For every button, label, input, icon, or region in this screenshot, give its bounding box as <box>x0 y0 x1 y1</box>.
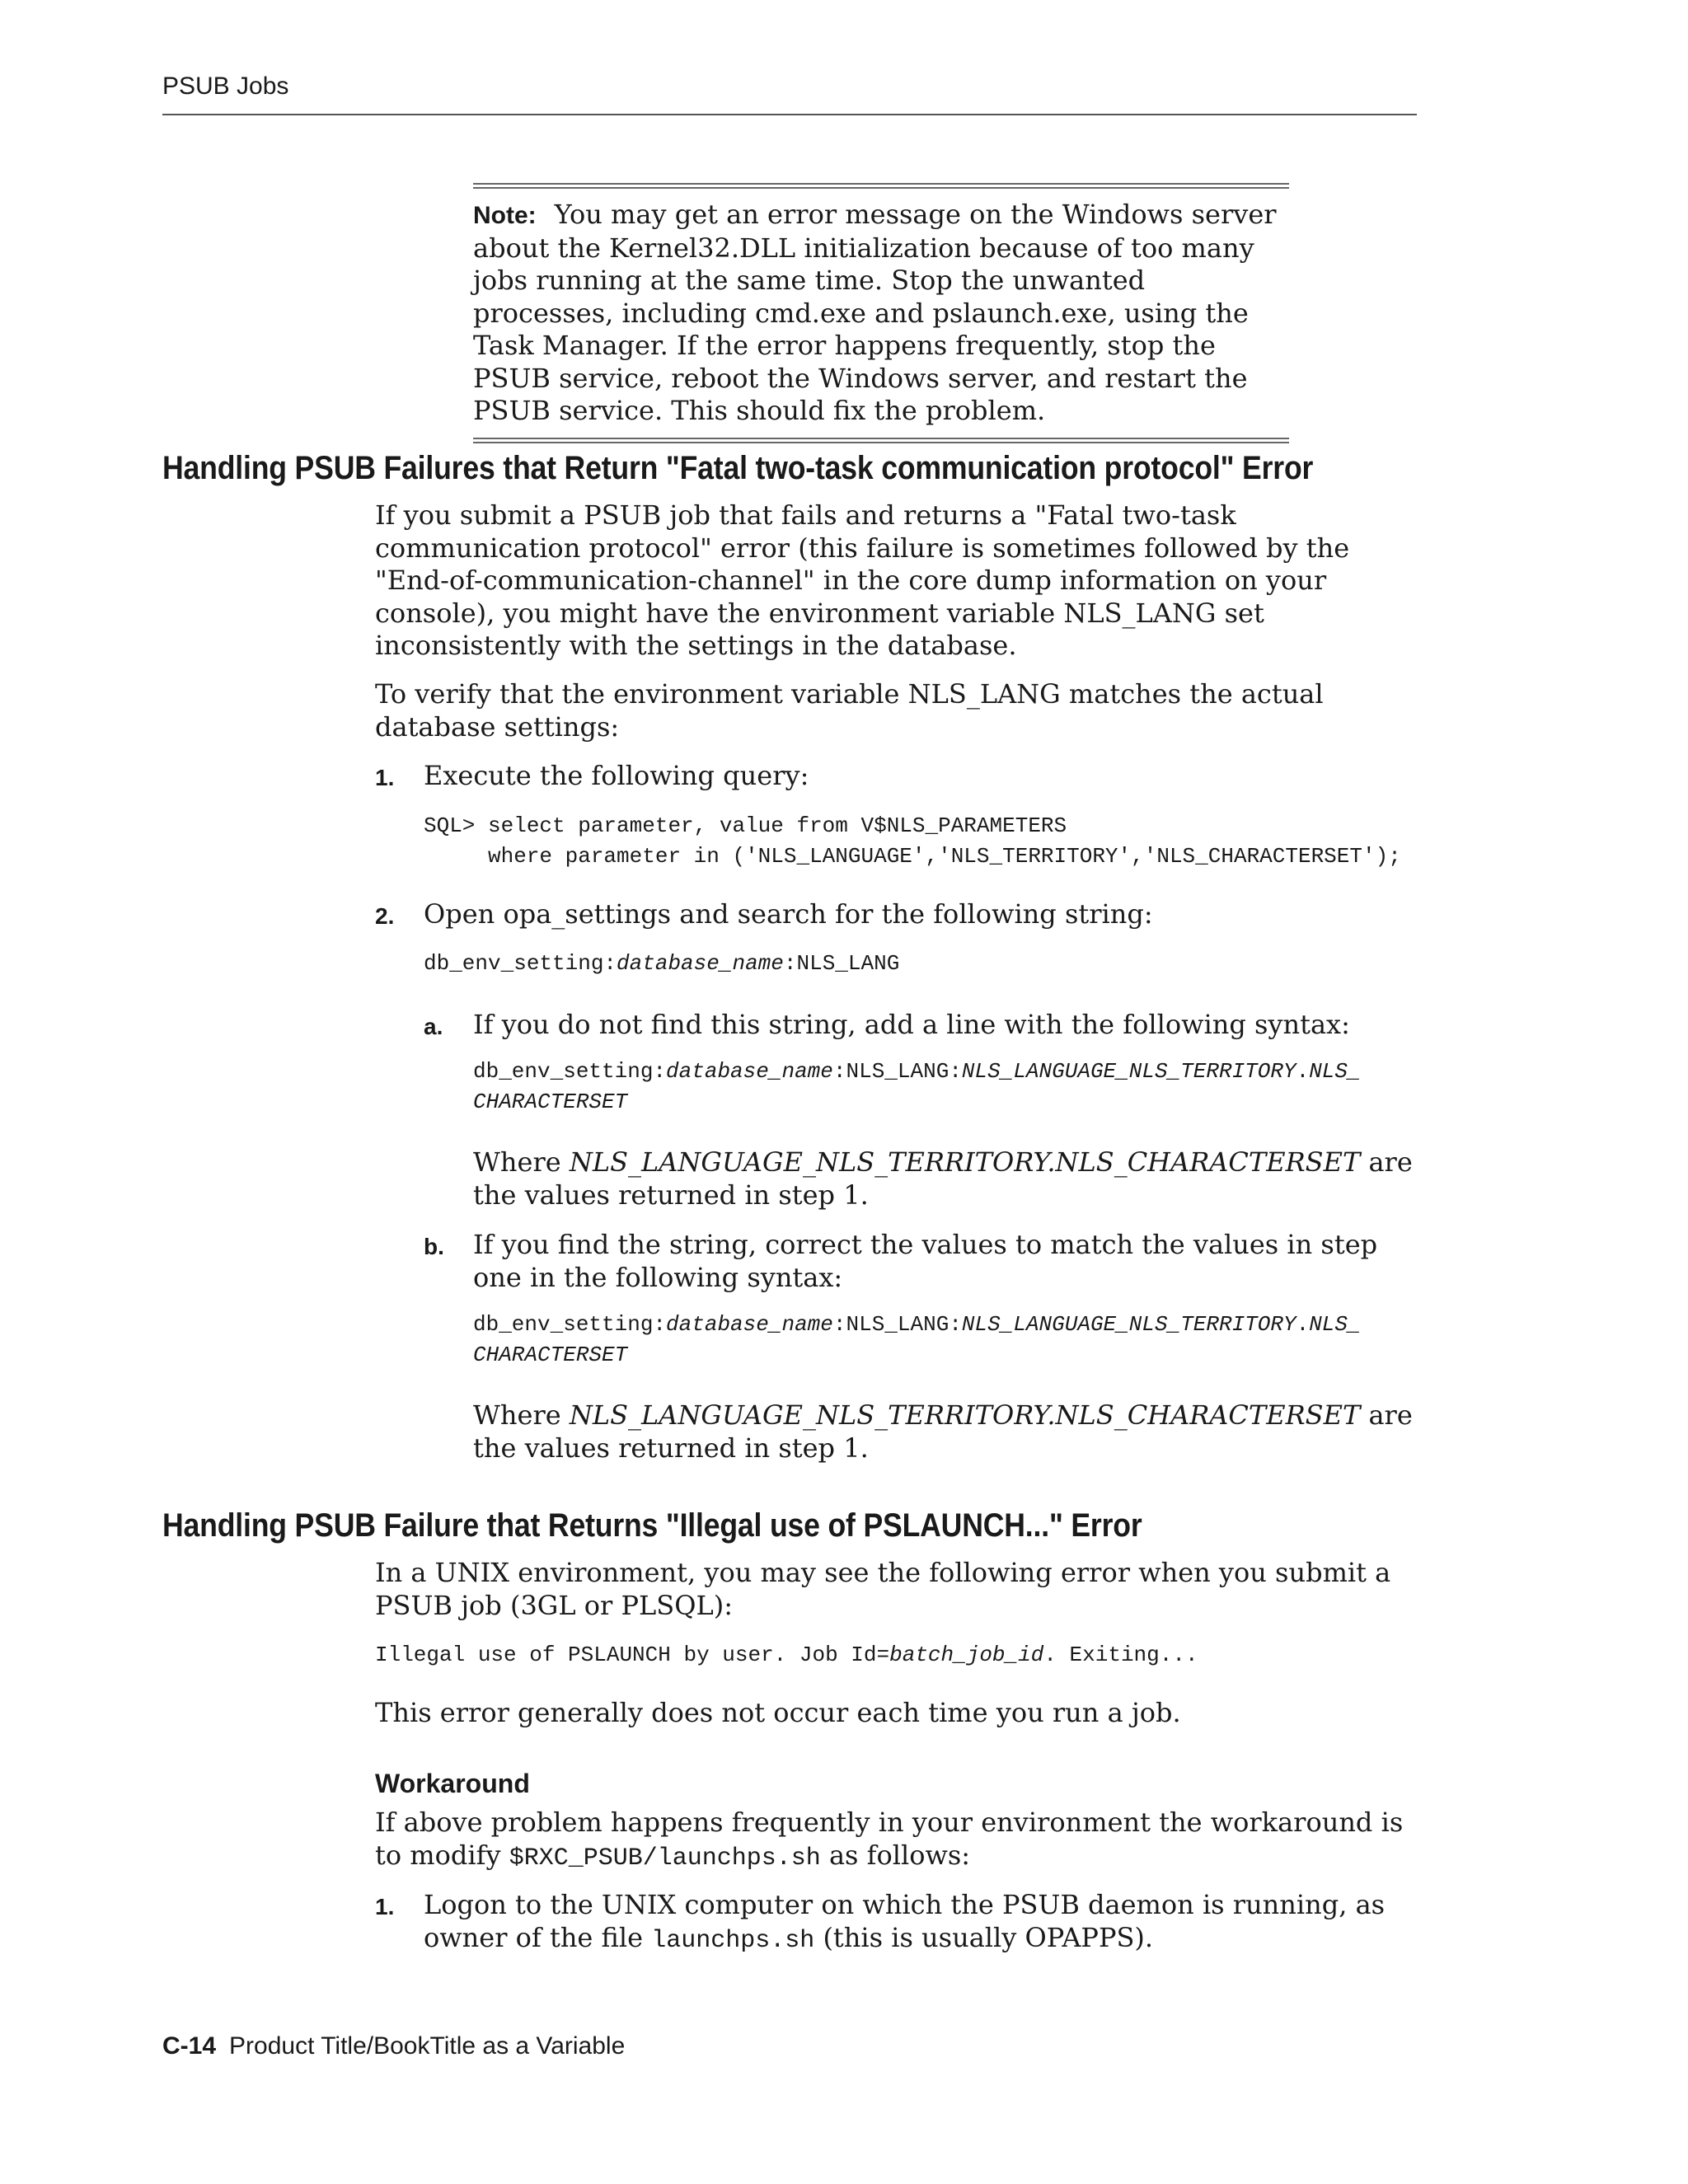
step-2-text: Open opa_settings and search for the following string: <box>424 898 1153 930</box>
workaround-text: If above problem happens frequently in your environment the workaround is to modify $RXC_PSUB/launchps.sh as follows: <box>375 1807 1404 1872</box>
sql-query-line1: SQL> select parameter, value from V$NLS_PARAMETERS <box>424 813 1067 838</box>
page-number: C-14 <box>162 2032 217 2060</box>
running-header: PSUB Jobs <box>162 73 289 100</box>
substep-a-syntax-line2: CHARACTERSET <box>473 1090 628 1114</box>
note-label: Note: <box>473 202 537 229</box>
pslaunch-error-line: Illegal use of PSLAUNCH by user. Job Id=batch_job_id. Exiting... <box>375 1643 1198 1667</box>
note-top-rule <box>473 183 1289 189</box>
workaround-heading: Workaround <box>375 1769 530 1798</box>
workaround-step-1-text: Logon to the UNIX computer on which the PSUB daemon is running, as owner of the file launchps.sh (this is usually OPAPPS). <box>424 1889 1386 1955</box>
note-body: You may get an error message on the Windows server about the Kernel32.DLL initialization because of too many jobs running at the same time. Stop the unwanted processes, including cmd.exe and pslaunch.exe, using the Task Manager. If the error happens frequently, stop the PSUB service, reboot the Windows server, and restart the PSUB service. This should fix the problem. <box>473 199 1277 426</box>
section1-para1: If you submit a PSUB job that fails and returns a "Fatal two-task communication protocol" error (this failure is sometimes followed by the "End-of-communication-channel" in the core dump information on your console), you might have the environment variable NLS_LANG set inconsistently with the settings in the database. <box>375 499 1350 661</box>
section1-para2: To verify that the environment variable NLS_LANG matches the actual database settings: <box>375 678 1324 743</box>
section2-para1: In a UNIX environment, you may see the following error when you submit a PSUB job (3GL or PLSQL): <box>375 1557 1391 1621</box>
step-1-number: 1. <box>375 765 395 790</box>
substep-a-syntax-line1: db_env_setting:database_name:NLS_LANG:NLS_LANGUAGE_NLS_TERRITORY.NLS_ <box>473 1059 1361 1084</box>
launchps-path: $RXC_PSUB/launchps.sh <box>509 1844 821 1872</box>
substep-b-letter: b. <box>424 1234 444 1259</box>
substep-b-where: Where NLS_LANGUAGE_NLS_TERRITORY.NLS_CHARACTERSET are the values returned in step 1. <box>473 1399 1413 1464</box>
section-heading-illegal-use: Handling PSUB Failure that Returns "Illegal use of PSLAUNCH..." Error <box>162 1507 1142 1544</box>
substep-b-syntax-line2: CHARACTERSET <box>473 1343 628 1367</box>
note-bottom-rule <box>473 438 1289 443</box>
workaround-step-1-number: 1. <box>375 1894 395 1919</box>
opa-settings-string: db_env_setting:database_name:NLS_LANG <box>424 951 900 976</box>
note-box <box>473 183 1289 443</box>
step-2-number: 2. <box>375 903 395 929</box>
substep-a-letter: a. <box>424 1014 443 1039</box>
launchps-filename: launchps.sh <box>651 1926 815 1955</box>
substep-b-syntax-line1: db_env_setting:database_name:NLS_LANG:NLS_LANGUAGE_NLS_TERRITORY.NLS_ <box>473 1312 1361 1337</box>
page-footer <box>162 2032 625 2060</box>
header-rule <box>162 114 1417 115</box>
substep-b-text: If you find the string, correct the values to match the values in step one in the following syntax: <box>473 1229 1378 1293</box>
substep-a-text: If you do not find this string, add a line with the following syntax: <box>473 1009 1350 1040</box>
step-1-text: Execute the following query: <box>424 760 809 791</box>
note-text <box>473 189 1289 438</box>
book-title: Product Title/BookTitle as a Variable <box>229 2032 626 2060</box>
section2-para2: This error generally does not occur each time you run a job. <box>375 1697 1181 1728</box>
section-heading-fatal-two-task: Handling PSUB Failures that Return "Fatal two-task communication protocol" Error <box>162 450 1314 486</box>
sql-query-line2: where parameter in ('NLS_LANGUAGE','NLS_TERRITORY','NLS_CHARACTERSET'); <box>424 844 1401 869</box>
substep-a-where: Where NLS_LANGUAGE_NLS_TERRITORY.NLS_CHARACTERSET are the values returned in step 1. <box>473 1146 1413 1211</box>
